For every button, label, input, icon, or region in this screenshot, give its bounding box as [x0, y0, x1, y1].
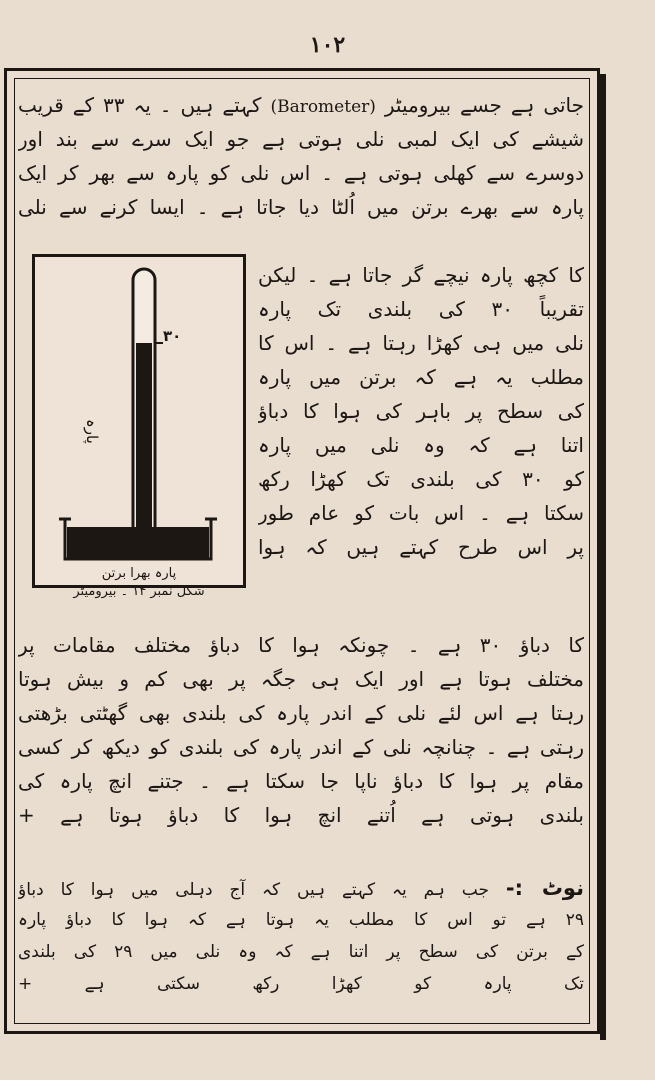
- text-line: مقام پر ہوا کا دباؤ ناپا جا سکتا ہے ۔ جتنے انچ پارہ کی: [18, 769, 584, 793]
- text-line: پر اس طرح کہتے ہیں کہ ہوا: [258, 535, 584, 559]
- text-line: جاتی ہے جسے بیرومیٹر (Barometer) کہتے ہیں ۔ یہ ۳۳ کے قریب: [18, 93, 584, 117]
- barometer-drawing: [35, 257, 243, 585]
- barometer-figure: [32, 254, 246, 588]
- note-line: ۲۹ ہے تو اس کا مطلب یہ ہوتا ہے کہ ہوا کا دباؤ پارہ: [18, 910, 584, 930]
- text-line: شیشے کی ایک لمبی نلی ہوتی ہے جو ایک سرے سے بند اور: [18, 127, 584, 151]
- paragraph-bottom: [18, 628, 584, 832]
- paragraph-top: [18, 88, 584, 224]
- height-label: ۳۰: [163, 327, 182, 345]
- text-line: دوسرے سے کھلی ہوتی ہے ۔ اس نلی کو پارہ سے بھر کر ایک: [18, 161, 584, 185]
- text-line: پارہ سے بھرے برتن میں اُلٹا دیا جاتا ہے ۔ ایسا کرنے سے نلی: [18, 195, 584, 219]
- text-line: سکتا ہے ۔ اس بات کو عام طور: [258, 501, 584, 525]
- note-block: [18, 872, 584, 1000]
- note-line: نوٹ :- جب ہم یہ کہتے ہیں کہ آج دہلی میں ہوا کا دباؤ: [18, 876, 584, 900]
- text-line: کا دباؤ ۳۰ ہے ۔ چونکہ ہوا کا دباؤ مختلف مقامات پر: [18, 633, 584, 657]
- paragraph-wrap: [258, 258, 584, 564]
- text-line: تقریباً ۳۰ کی بلندی تک پارہ: [258, 297, 584, 321]
- text-line: رہتی ہے ۔ چنانچہ نلی کے اندر پارہ کی بلندی کو دیکھ کر کسی: [18, 735, 584, 759]
- text-line: کو ۳۰ کی بلندی تک کھڑا رکھ: [258, 467, 584, 491]
- text-line: کا کچھ پارہ نیچے گر جاتا ہے ۔ لیکن: [258, 263, 584, 287]
- page-number: ۱۰۲: [309, 32, 346, 58]
- text-line: مختلف ہوتا ہے اور ایک ہی جگہ پر بھی کم و بیش ہوتا: [18, 667, 584, 691]
- text-line: نلی میں ہی کھڑا رہتا ہے ۔ اس کا: [258, 331, 584, 355]
- note-line: کے برتن کی سطح پر اتنا ہے کہ وہ نلی میں ۲۹ کی بلندی: [18, 942, 584, 962]
- note-label: نوٹ :-: [505, 876, 584, 900]
- text-line: اتنا ہے کہ وہ نلی میں پارہ: [258, 433, 584, 457]
- text-line: مطلب یہ ہے کہ برتن میں پارہ: [258, 365, 584, 389]
- figure-caption: شکل نمبر ۱۴ ۔ بیرومیٹر: [73, 584, 205, 599]
- latin-term: (Barometer): [270, 97, 376, 117]
- mercury-label: پارہ: [83, 419, 101, 444]
- frame-shadow: [600, 74, 606, 1040]
- text-line: کی سطح پر باہر کی ہوا کا دباؤ: [258, 399, 584, 423]
- vessel-label: پارہ بھرا برتن: [101, 566, 177, 581]
- note-line: تک پارہ کو کھڑا رکھ سکتی ہے +: [18, 974, 584, 994]
- text-line: بلندی ہوتی ہے اُتنے انچ ہوا کا دباؤ ہوتا ہے +: [18, 803, 584, 827]
- text-line: رہتا ہے اس لئے نلی کے اندر پارہ کی بلندی بھی گھٹتی بڑھتی: [18, 701, 584, 725]
